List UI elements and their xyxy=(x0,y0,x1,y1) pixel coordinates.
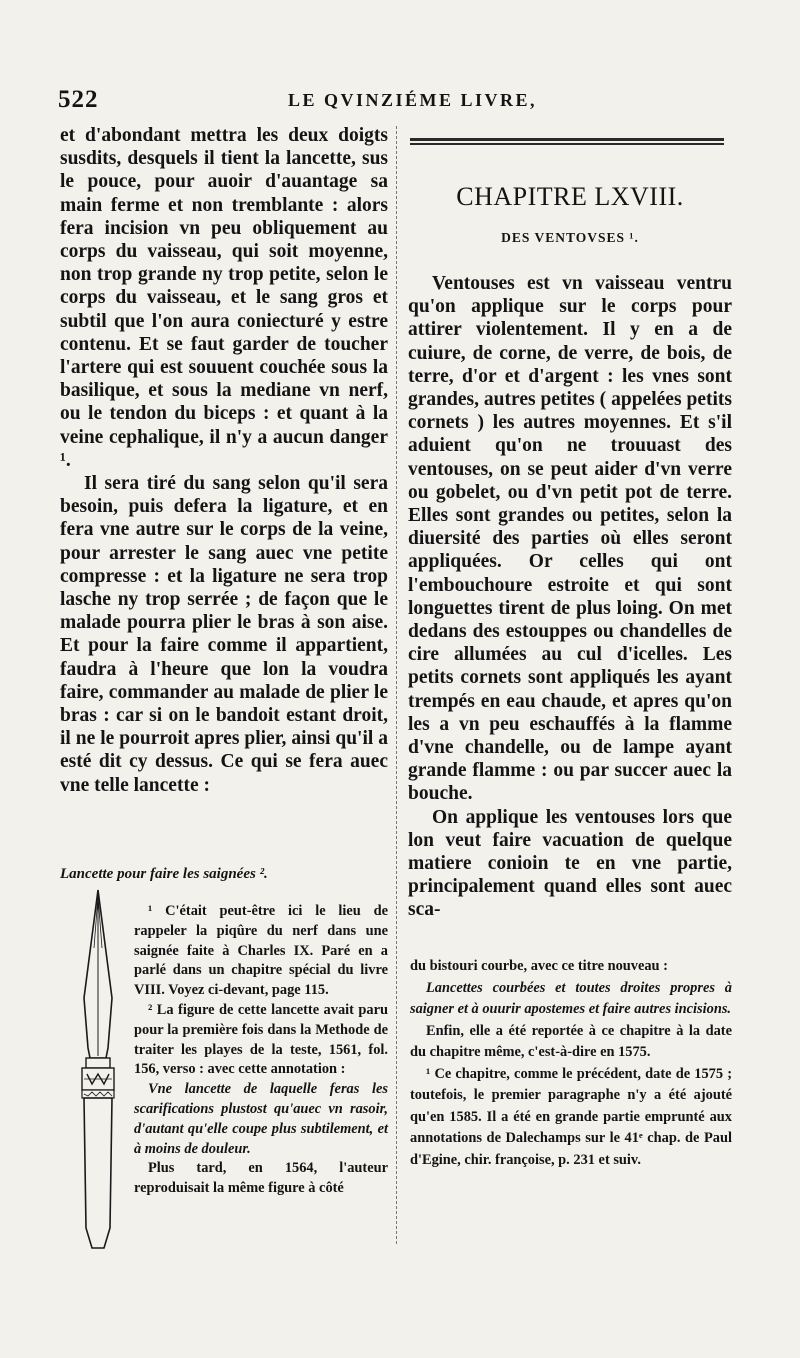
footnote-1: ¹ C'était peut-être ici le lieu de rappeler la piqûre du nerf dans une saignée faite à Charles IX. Paré en a parlé dans un chapitre spécial du livre VIII. Voyez ci-devant, page 115. xyxy=(134,903,388,999)
left-paragraph-2: Il sera tiré du sang selon qu'il sera besoin, puis defera la ligature, et en fera vne autre sur le corps de la veine, pour arrester le sang auec vne petite compresse : et la ligature ne sera trop lasche ny trop serrée ; de façon que le malade pourra plier le bras à son aise. Et pour la faire comme il appartient, faudra à l'heure que lon la voudra faire, commander au malade de plier le bras : car si on le bandoit estant droit, il ne le pourroit apres plier, ainsi qu'il a esté dit cy dessus. Ce qui se fera auec vne telle lancette : xyxy=(60,473,388,796)
footnote-2-quote: Vne lancette de laquelle feras les scarifications plustost qu'auec vn rasoir, d'autant qu'elle coupe plus subtilement, et à moins de douleur. xyxy=(134,1081,388,1157)
footnote-continuation: du bistouri courbe, avec ce titre nouveau : xyxy=(410,958,668,974)
lancet-illustration xyxy=(72,888,124,1258)
right-paragraph-2: On applique les ventouses lors que lon veut faire vacuation de quelque matiere conioin te en vne partie, principalement quand elles sont auec sca- xyxy=(408,806,732,921)
left-footnotes xyxy=(134,902,388,1199)
footnote-2: ² La figure de cette lancette avait paru pour la première fois dans la Methode de traiter les playes de la teste, 1561, fol. 156, verso : avec cette annotation : xyxy=(134,1001,388,1078)
chapter-head-rule xyxy=(410,138,724,148)
right-column xyxy=(408,272,732,922)
left-paragraph-1: et d'abondant mettra les deux doigts susdits, desquels il tient la lancette, sus le pouce, pour auoir d'auantage sa main ferme et non tremblante : alors fera incision vn peu obliquement au corps du vaisseau, qui soit moyenne, non trop grande ny trop petite, selon le corps du vaisseau, et le sang gros et subtil que l'on aura coniecturé y estre contenu. Et se faut garder de toucher l'artere qui est souuent couchée sous la basilique, et sous la mediane vn nerf, ou le tendon du biceps : et quant à la veine cephalique, il n'y a aucun danger ¹. xyxy=(60,125,388,471)
footnote-2-continued: Plus tard, en 1564, l'auteur reproduisait la même figure à côté xyxy=(134,1160,388,1197)
running-head: LE QVINZIÉME LIVRE, xyxy=(288,90,538,110)
footnote-paragraph-2: Enfin, elle a été reportée à ce chapitre à la date du chapitre même, c'est-à-dire en 1575. xyxy=(410,1022,732,1060)
figure-caption: Lancette pour faire les saignées ². xyxy=(60,866,268,882)
right-paragraph-1: Ventouses est vn vaisseau ventru qu'on applique sur le corps pour attirer violentement. Il y en a de cuiure, de corne, de verre, de bois, de terre, d'or et d'argent : les vnes sont grandes, autres petites ( appelées petits cornets ) les autres moyennes. Et s'il aduient qu'on ne trouuast des ventouses, on se peut aider d'vn verre ou gobelet, ou d'vn petit pot de terre. Elles sont grandes ou petites, selon la diuersité des parties où elles seront appliquées. Or celles qui ont l'embouchoure estroite et qui sont longuettes tirent de plus loing. On met dedans des estouppes ou chandelles de cire allumées au cul d'icelles. Les petits cornets sont appliqués les ayant trempés en eau chaude, et apres qu'on les a vn peu eschauffés à la flamme d'vne chandelle, ou de lampe ayant grande flamme : ou par succer auec la bouche. xyxy=(408,273,732,805)
left-column xyxy=(60,124,388,797)
chapter-subtitle: DES VENTOVSES ¹. xyxy=(501,230,639,245)
rule-thin xyxy=(410,143,724,145)
chapter-title: CHAPITRE LXVIII. xyxy=(456,182,684,211)
footnote-chapter-note: ¹ Ce chapitre, comme le précédent, date de 1575 ; toutefois, le premier paragraphe n'y a été ajouté qu'en 1585. Il a été en grande partie emprunté aux annotations de Dalechamps sur le 41ᵉ chap. de Paul d'Egine, chir. françoise, p. 231 et suiv. xyxy=(410,1065,732,1168)
rule-thick xyxy=(410,138,724,141)
page-header xyxy=(58,86,698,116)
column-divider xyxy=(396,126,399,1244)
right-footnotes xyxy=(410,956,732,1171)
page-number: 522 xyxy=(58,86,99,113)
footnote-quote: Lancettes courbées et toutes droites propres à saigner et à ouurir apostemes et faire autres incisions. xyxy=(410,979,732,1017)
